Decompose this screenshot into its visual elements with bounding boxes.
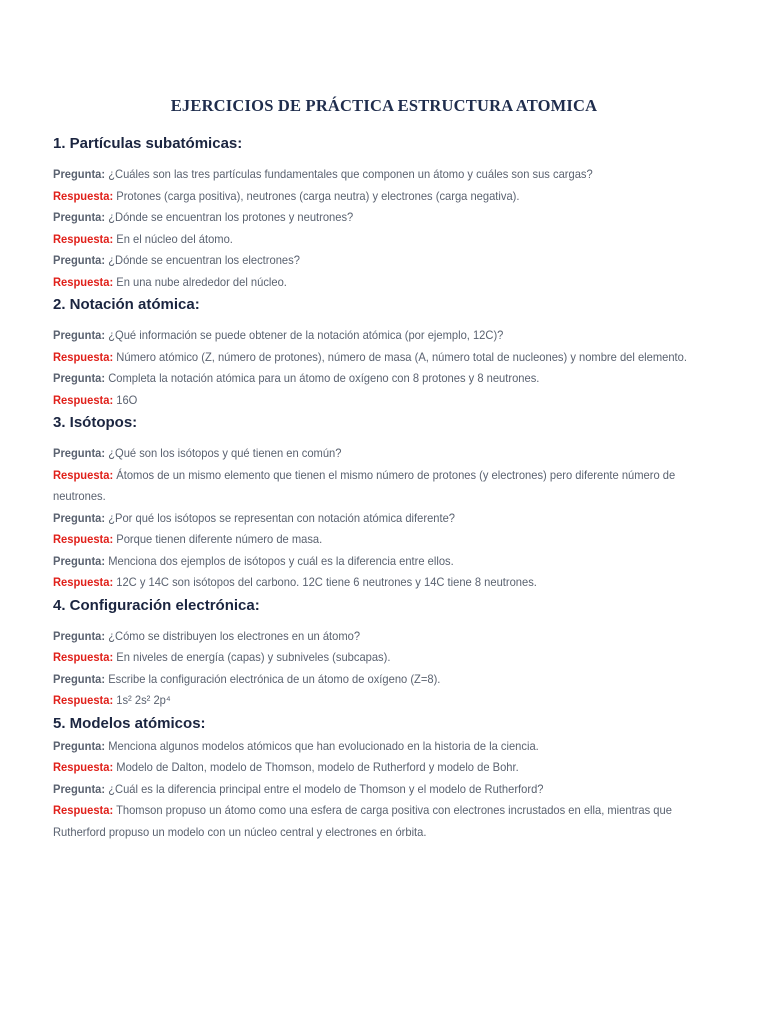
section-heading: 3. Isótopos: — [53, 414, 138, 431]
document-title: EJERCICIOS DE PRÁCTICA ESTRUCTURA ATOMICA — [170, 96, 598, 115]
question-line — [53, 736, 713, 758]
question-text: Menciona algunos modelos atómicos que han evolucionado en la historia de la ciencia. — [108, 738, 539, 753]
section-5 — [53, 712, 715, 844]
answer-text: 12C y 14C son isótopos del carbono. 12C tiene 6 neutrones y 14C tiene 8 neutrones. — [116, 575, 537, 589]
answer-line — [53, 229, 713, 251]
section-heading: 5. Modelos atómicos: — [53, 714, 206, 732]
answer-text: Número atómico (Z, número de protones), número de masa (A, número total de nucleones) y nombre del elemento. — [116, 349, 687, 364]
answer-line — [53, 390, 713, 412]
question-line — [53, 626, 713, 648]
question-text: ¿Por qué los isótopos se representan con notación atómica diferente? — [108, 510, 455, 525]
answer-label: Respuesta: — [53, 231, 114, 246]
answer-label: Respuesta: — [53, 274, 114, 289]
answer-text: Thomson propuso un átomo como una esfera de carga positiva con electrones incrustados en ella, mientras que Rutherford propuso un modelo con un núcleo central y electrones en órbita. — [53, 803, 672, 839]
answer-line — [53, 529, 713, 551]
question-text: ¿Qué son los isótopos y qué tienen en común? — [108, 446, 342, 460]
answer-text: Átomos de un mismo elemento que tienen el mismo número de protones (y electrones) pero diferente número de neutrones. — [53, 467, 676, 503]
question-line — [53, 250, 713, 272]
question-text: Escribe la configuración electrónica de un átomo de oxígeno (Z=8). — [108, 671, 441, 686]
question-line — [53, 443, 713, 465]
question-line — [53, 368, 713, 390]
section-heading: 1. Partículas subatómicas: — [53, 135, 243, 152]
question-line — [53, 551, 713, 573]
question-label: Pregunta: — [53, 628, 106, 643]
answer-label: Respuesta: — [53, 188, 114, 203]
question-line — [53, 207, 713, 229]
answer-line — [53, 465, 713, 508]
answer-text: 16O — [116, 392, 138, 407]
answer-label: Respuesta: — [53, 803, 114, 817]
answer-label: Respuesta: — [53, 650, 114, 664]
qa-list — [53, 325, 715, 411]
question-label: Pregunta: — [53, 253, 106, 267]
question-text: ¿Cuál es la diferencia principal entre el modelo de Thomson y el modelo de Rutherford? — [108, 781, 544, 796]
question-text: ¿Dónde se encuentran los electrones? — [108, 253, 300, 267]
question-line — [53, 669, 713, 691]
answer-label: Respuesta: — [53, 760, 114, 774]
qa-list — [53, 736, 715, 844]
question-text: ¿Cómo se distribuyen los electrones en un átomo? — [108, 628, 361, 643]
answer-line — [53, 272, 713, 294]
question-label: Pregunta: — [53, 671, 106, 686]
question-line — [53, 779, 713, 801]
answer-label: Respuesta: — [53, 392, 114, 407]
section-heading: 2. Notación atómica: — [53, 296, 200, 313]
section-1 — [53, 132, 715, 293]
answer-label: Respuesta: — [53, 575, 114, 589]
answer-text: En niveles de energía (capas) y subniveles (subcapas). — [116, 650, 391, 664]
question-label: Pregunta: — [53, 371, 106, 385]
answer-text: En el núcleo del átomo. — [116, 231, 233, 246]
answer-label: Respuesta: — [53, 693, 114, 707]
question-label: Pregunta: — [53, 738, 106, 753]
question-label: Pregunta: — [53, 553, 106, 568]
answer-line — [53, 647, 713, 669]
question-text: Menciona dos ejemplos de isótopos y cuál es la diferencia entre ellos. — [108, 553, 454, 568]
answer-text: Protones (carga positiva), neutrones (carga neutra) y electrones (carga negativa). — [116, 188, 520, 203]
section-heading: 4. Configuración electrónica: — [53, 596, 260, 614]
question-line — [53, 508, 713, 530]
answer-line — [53, 572, 713, 594]
section-3 — [53, 411, 715, 594]
section-4 — [53, 594, 715, 712]
answer-text: Porque tienen diferente número de masa. — [116, 532, 323, 546]
answer-label: Respuesta: — [53, 532, 114, 546]
answer-text: 1s² 2s² 2p⁴ — [116, 693, 171, 707]
sections-container — [53, 132, 715, 843]
answer-line — [53, 800, 713, 843]
qa-list — [53, 164, 715, 293]
qa-list — [53, 443, 715, 594]
question-label: Pregunta: — [53, 328, 106, 342]
answer-line — [53, 690, 713, 712]
answer-text: Modelo de Dalton, modelo de Thomson, modelo de Rutherford y modelo de Bohr. — [116, 760, 519, 774]
question-text: ¿Dónde se encuentran los protones y neutrones? — [108, 210, 354, 224]
answer-label: Respuesta: — [53, 349, 114, 364]
question-label: Pregunta: — [53, 781, 106, 796]
answer-line — [53, 347, 713, 369]
section-2 — [53, 293, 715, 411]
question-label: Pregunta: — [53, 210, 106, 224]
question-line — [53, 164, 713, 186]
question-label: Pregunta: — [53, 446, 106, 460]
question-line — [53, 325, 713, 347]
answer-line — [53, 757, 713, 779]
qa-list — [53, 626, 715, 712]
answer-line — [53, 186, 713, 208]
question-label: Pregunta: — [53, 510, 106, 525]
answer-label: Respuesta: — [53, 467, 114, 482]
question-text: ¿Cuáles son las tres partículas fundamentales que componen un átomo y cuáles son sus cargas? — [108, 167, 593, 181]
question-label: Pregunta: — [53, 167, 106, 181]
question-text: Completa la notación atómica para un átomo de oxígeno con 8 protones y 8 neutrones. — [108, 371, 540, 385]
answer-text: En una nube alrededor del núcleo. — [116, 274, 287, 289]
question-text: ¿Qué información se puede obtener de la notación atómica (por ejemplo, 12C)? — [108, 328, 504, 342]
